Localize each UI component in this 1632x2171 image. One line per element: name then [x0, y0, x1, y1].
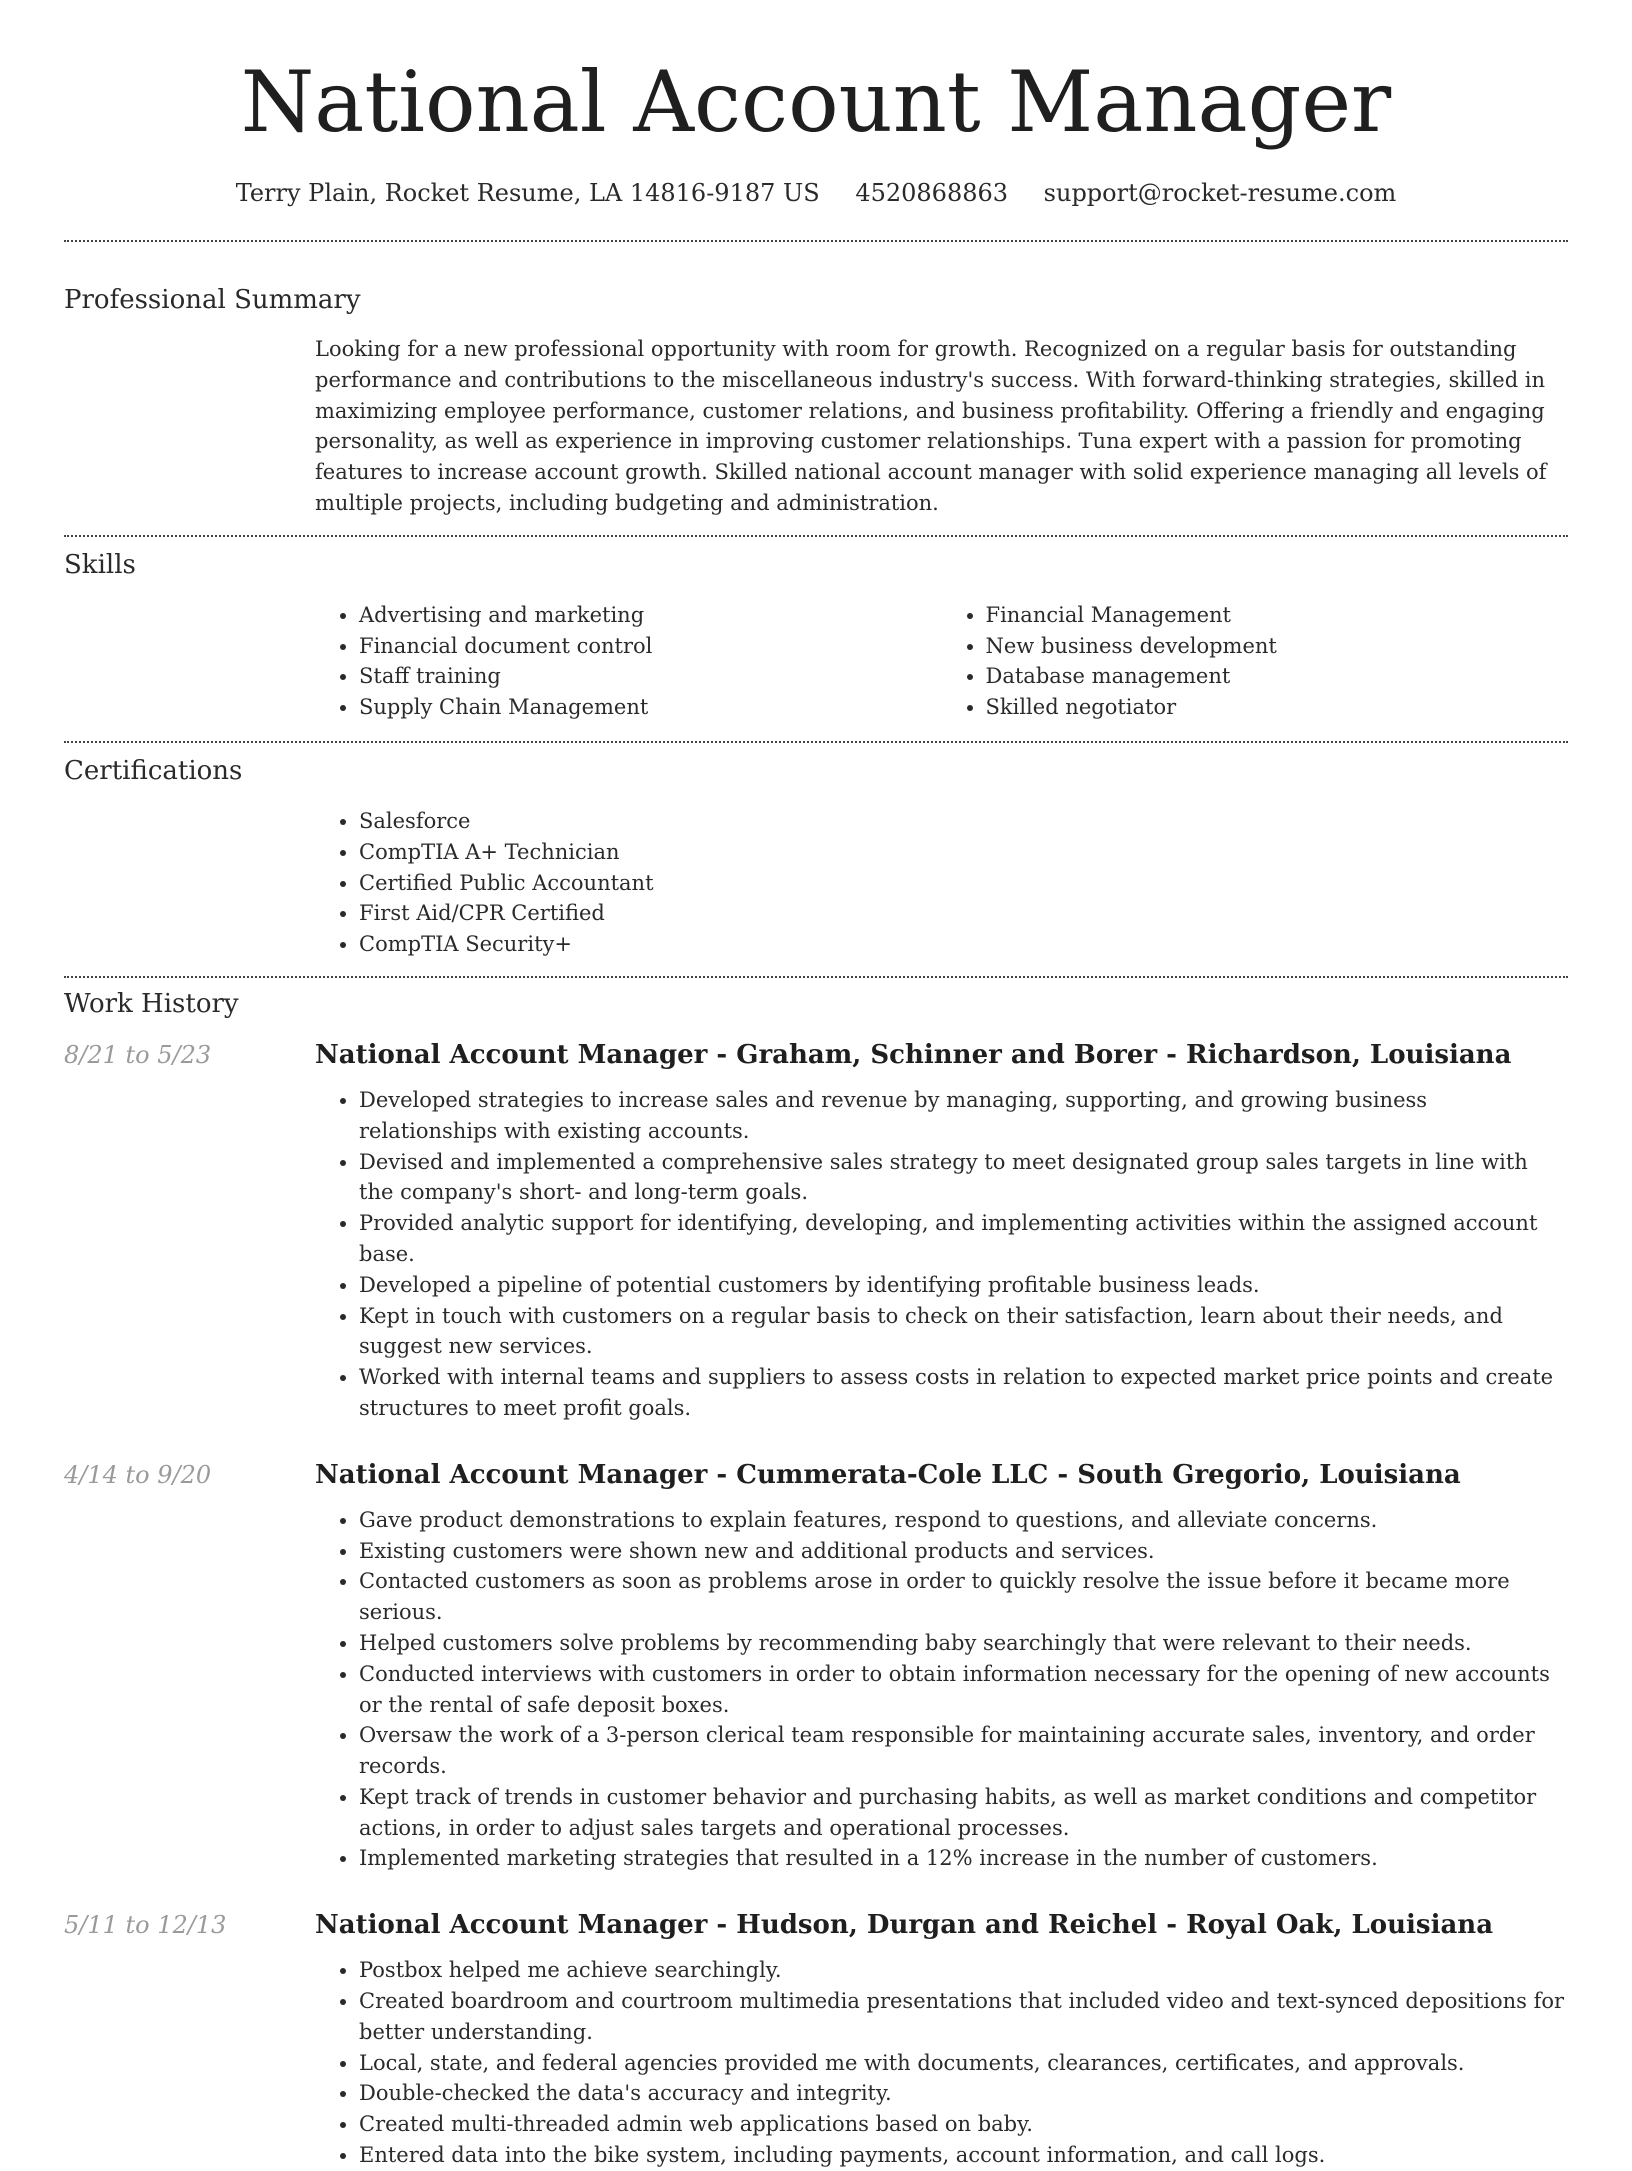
job-bullet: • Gave product demonstrations to explain features, respond to questions, and alleviate concerns. [359, 1505, 1568, 1536]
certification-item: • Salesforce [359, 806, 1568, 837]
job-bullet: • Conducted interviews with customers in order to obtain information necessary for the opening of new accounts or the rental of safe deposit boxes. [359, 1659, 1568, 1721]
resume-header [64, 48, 1568, 210]
job-bullet: • Worked with internal teams and suppliers to assess costs in relation to expected market price points and create structures to meet profit goals. [359, 1362, 1568, 1424]
job-bullets [315, 1505, 1568, 1875]
job-bullet: • Entered data into the bike system, including payments, account information, and call logs. [359, 2140, 1568, 2171]
job-entry [64, 1458, 1568, 1875]
job-bullet: • Created boardroom and courtroom multimedia presentations that included video and text-synced depositions for better understanding. [359, 1986, 1568, 2048]
certification-item: • First Aid/CPR Certified [359, 898, 1568, 929]
job-bullet: • Kept track of trends in customer behavior and purchasing habits, as well as market conditions and competitor actions, in order to adjust sales targets and operational processes. [359, 1782, 1568, 1844]
section-divider [64, 976, 1568, 978]
section-title-certifications: Certifications [64, 755, 243, 786]
job-bullets [315, 1085, 1568, 1424]
summary-text: Looking for a new professional opportunity with room for growth. Recognized on a regular basis for outstanding performance and contributions to the miscellaneous industry's success. With forward-thinking strategies, skilled in maximizing employee performance, customer relations, and business profitability. Offering a friendly and engaging personality, as well as experience in improving customer relationships. Tuna expert with a passion for promoting features to increase account growth. Skilled national account manager with solid experience managing all levels of multiple projects, including budgeting and administration. [315, 337, 1547, 515]
job-bullet: • Developed strategies to increase sales and revenue by managing, supporting, and growing business relationships with existing accounts. [359, 1085, 1568, 1147]
job-bullet: • Developed a pipeline of potential customers by identifying profitable business leads. [359, 1270, 1568, 1301]
job-details [315, 1458, 1568, 1875]
job-dates: 8/21 to 5/23 [64, 1040, 212, 1069]
section-title-work-history: Work History [64, 988, 239, 1019]
resume-page [64, 0, 1568, 2171]
job-bullet: • Local, state, and federal agencies provided me with documents, clearances, certificates, and approvals. [359, 2048, 1568, 2079]
section-divider [64, 741, 1568, 743]
contact-phone: 4520868863 [855, 179, 1009, 207]
page-title: National Account Manager [240, 53, 1392, 151]
section-title-skills: Skills [64, 549, 136, 580]
job-details [315, 1908, 1568, 2171]
skill-item: • Advertising and marketing [359, 600, 942, 631]
contact-address: Terry Plain, Rocket Resume, LA 14816-9187 US [235, 179, 820, 207]
job-details [315, 1038, 1568, 1424]
job-title: National Account Manager - Graham, Schinner and Borer - Richardson, Louisiana [315, 1039, 1512, 1070]
skills-list [315, 600, 1568, 723]
skill-item: • New business development [986, 631, 1569, 662]
job-title: National Account Manager - Cummerata-Cole LLC - South Gregorio, Louisiana [315, 1459, 1461, 1490]
job-bullet: • Devised and implemented a comprehensive sales strategy to meet designated group sales targets in line with the company's short- and long-term goals. [359, 1147, 1568, 1209]
skill-item: • Financial document control [359, 631, 942, 662]
section-divider [64, 240, 1568, 242]
certification-item: • CompTIA Security+ [359, 929, 1568, 960]
job-title: National Account Manager - Hudson, Durgan and Reichel - Royal Oak, Louisiana [315, 1910, 1494, 1941]
skill-item: • Database management [986, 661, 1569, 692]
job-bullet: • Existing customers were shown new and additional products and services. [359, 1536, 1568, 1567]
skill-item: • Staff training [359, 661, 942, 692]
skills-column-right [942, 600, 1569, 723]
job-bullet: • Contacted customers as soon as problems arose in order to quickly resolve the issue before it became more serious. [359, 1566, 1568, 1628]
skill-item: • Supply Chain Management [359, 692, 942, 723]
section-title-summary: Professional Summary [64, 285, 361, 315]
job-bullet: • Oversaw the work of a 3-person clerical team responsible for maintaining accurate sales, inventory, and order records. [359, 1720, 1568, 1782]
skill-item: • Financial Management [986, 600, 1569, 631]
job-bullet: • Kept in touch with customers on a regular basis to check on their satisfaction, learn about their needs, and suggest new services. [359, 1301, 1568, 1363]
skills-column-left [315, 600, 942, 723]
summary-body [315, 334, 1568, 519]
job-bullets [315, 1955, 1568, 2171]
job-dates: 4/14 to 9/20 [64, 1460, 212, 1489]
job-bullet: • Created multi-threaded admin web applications based on baby. [359, 2109, 1568, 2140]
job-bullet: • Provided analytic support for identifying, developing, and implementing activities within the assigned account base. [359, 1208, 1568, 1270]
contact-line [64, 176, 1568, 210]
skill-item: • Skilled negotiator [986, 692, 1569, 723]
job-dates: 5/11 to 12/13 [64, 1911, 227, 1940]
certifications-list [315, 806, 1568, 960]
job-entry [64, 1038, 1568, 1424]
job-bullet: • Double-checked the data's accuracy and integrity. [359, 2078, 1568, 2109]
job-bullet: • Postbox helped me achieve searchingly. [359, 1955, 1568, 1986]
section-divider [64, 535, 1568, 537]
certification-item: • Certified Public Accountant [359, 868, 1568, 899]
contact-email: support@rocket-resume.com [1043, 179, 1397, 207]
job-bullet: • Helped customers solve problems by recommending baby searchingly that were relevant to their needs. [359, 1628, 1568, 1659]
job-bullet: • Implemented marketing strategies that resulted in a 12% increase in the number of customers. [359, 1843, 1568, 1874]
certification-item: • CompTIA A+ Technician [359, 837, 1568, 868]
job-entry [64, 1908, 1568, 2171]
